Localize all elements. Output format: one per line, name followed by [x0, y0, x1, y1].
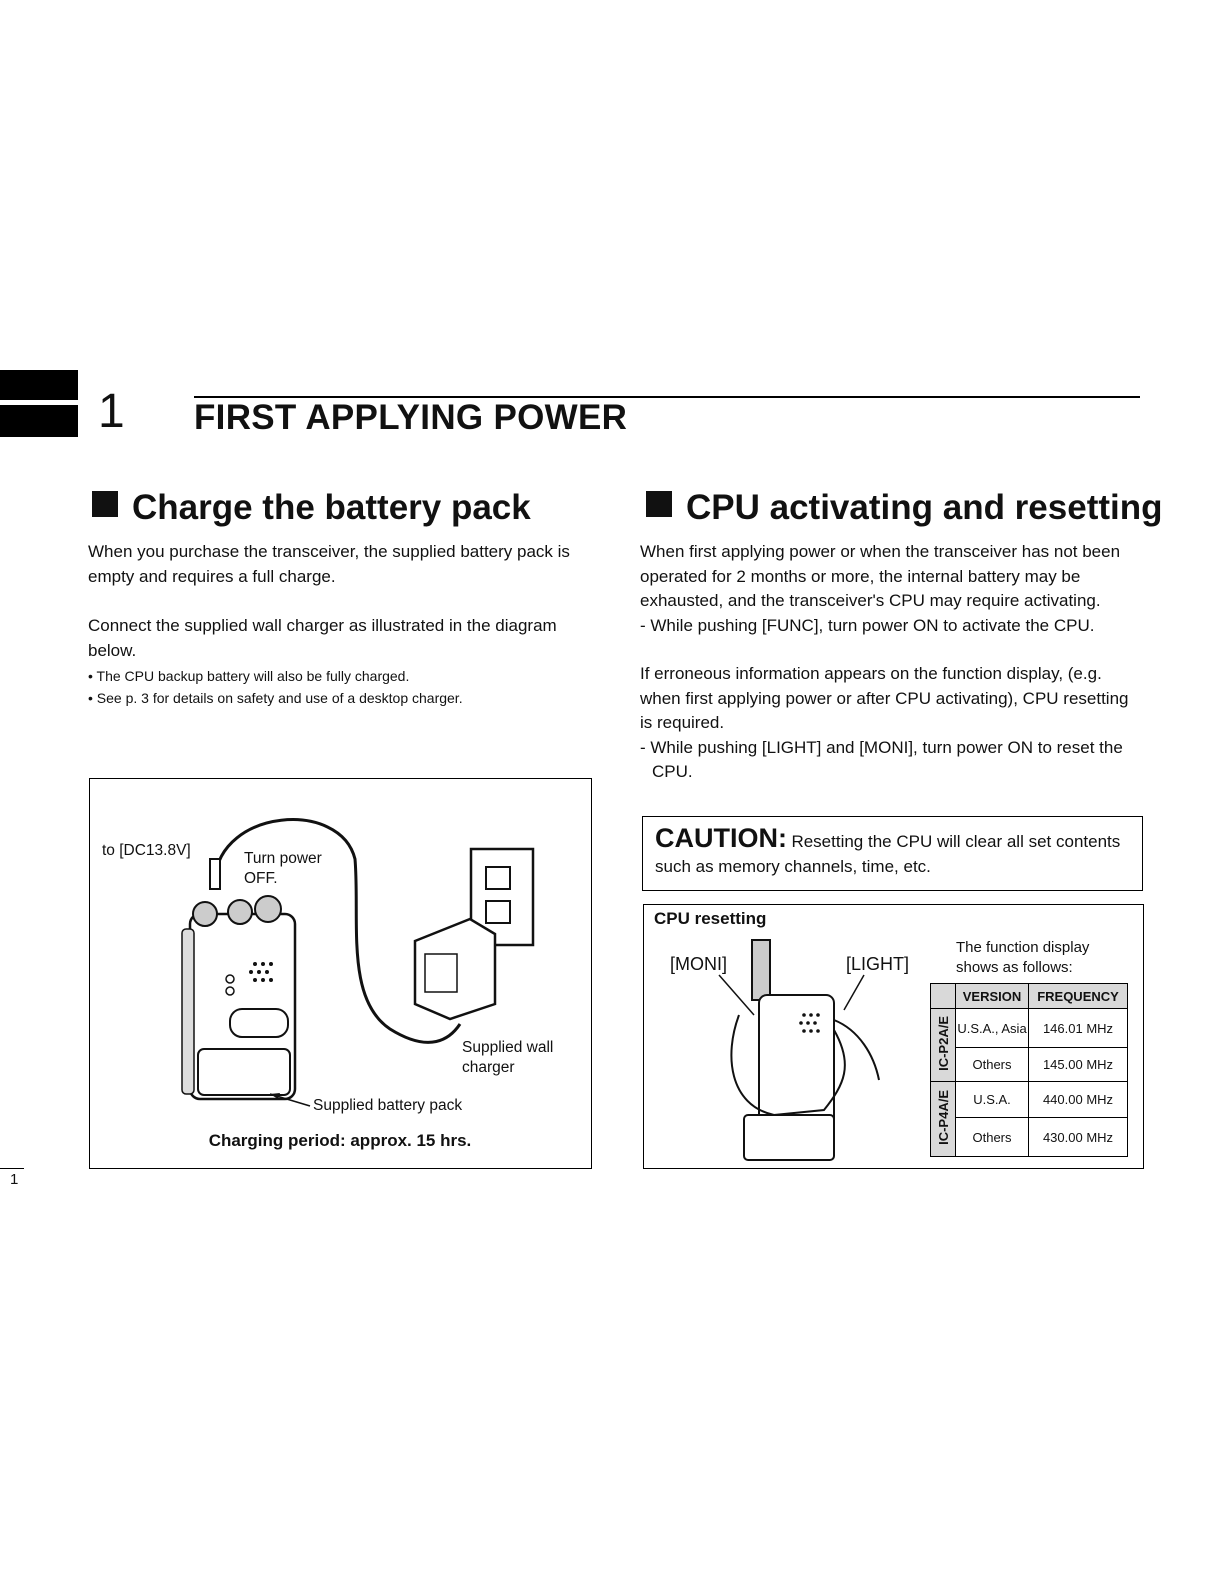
- frequency-table: [930, 983, 1128, 1157]
- table-cell: U.S.A., Asia: [956, 1009, 1029, 1048]
- label-battery: Supplied battery pack: [313, 1097, 463, 1114]
- table-cell: 146.01 MHz: [1029, 1009, 1128, 1048]
- knob-right: [255, 896, 281, 922]
- right-step-2: - While pushing [LIGHT] and [MONI], turn power ON to reset the CPU.: [640, 737, 1123, 781]
- right-text: [640, 540, 1142, 785]
- display-note: The function display shows as follows:: [956, 939, 1090, 976]
- bullet-item: • See p. 3 for details on safety and use of a desktop charger.: [88, 690, 463, 706]
- caution-text: Resetting the CPU will clear all set contents such as memory channels, time, etc.: [655, 832, 1121, 876]
- left-bullets: [88, 665, 590, 709]
- header-version: VERSION: [956, 984, 1029, 1009]
- charging-figure: [89, 778, 592, 1169]
- right-para-1: When first applying power or when the transceiver has not been operated for 2 months or more, the internal battery may be exhausted, and the transceiver's CPU may require activating.: [640, 542, 1121, 610]
- model-label: IC-P4A/E: [935, 1090, 951, 1145]
- caution-box: [642, 816, 1143, 891]
- dc-plug: [210, 859, 220, 889]
- table-cell: U.S.A.: [956, 1082, 1029, 1118]
- left-intro: [88, 540, 590, 589]
- table-cell: 430.00 MHz: [1029, 1118, 1128, 1157]
- cpu-reset-title: CPU resetting: [654, 909, 767, 928]
- page-number: 1: [10, 1171, 19, 1188]
- chapter-title: FIRST APPLYING POWER: [194, 398, 628, 437]
- moni-pointer: [719, 975, 754, 1015]
- right-step-1: - While pushing [FUNC], turn power ON to activate the CPU.: [640, 615, 1095, 635]
- thumb: [834, 1020, 879, 1080]
- section-square-icon: [646, 491, 672, 517]
- button-b: [226, 987, 234, 995]
- model-label: IC-P2A/E: [935, 1016, 951, 1071]
- right-para-2: If erroneous information appears on the function display, (e.g. when first applying power or after CPU activating), CPU resetting is required.: [640, 664, 1129, 732]
- table-row: [931, 1048, 1128, 1082]
- chapter-tab-bottom: [0, 405, 78, 437]
- section-square-icon: [92, 491, 118, 517]
- antenna: [752, 940, 770, 1000]
- label-power: Turn power OFF.: [244, 850, 322, 887]
- outlet-socket-bottom: [486, 901, 510, 923]
- page-number-rule: [0, 1168, 24, 1169]
- left-para-1-text: When you purchase the transceiver, the supplied battery pack is empty and requires a full charge.: [88, 542, 570, 586]
- light-pointer: [844, 975, 864, 1010]
- table-cell: Others: [956, 1048, 1029, 1082]
- label-light: [LIGHT]: [846, 954, 910, 974]
- table-row: [931, 1009, 1128, 1048]
- caution-word: CAUTION:: [655, 823, 787, 853]
- label-charger: Supplied wall charger: [462, 1039, 554, 1076]
- transceiver-side: [182, 929, 194, 1094]
- antenna-connector: [193, 902, 217, 926]
- chapter-number: 1: [98, 385, 125, 438]
- right-section-title: CPU activating and resetting: [646, 488, 1162, 528]
- table-header-row: [931, 984, 1128, 1009]
- table-cell: 145.00 MHz: [1029, 1048, 1128, 1082]
- table-cell: Others: [956, 1118, 1029, 1157]
- figure-caption: Charging period: approx. 15 hrs.: [208, 1131, 472, 1150]
- chapter-tab-top: [0, 370, 78, 400]
- radio-base: [744, 1115, 834, 1160]
- charger-label: [425, 954, 457, 992]
- knob-left: [228, 900, 252, 924]
- header-frequency: FREQUENCY: [1029, 984, 1128, 1009]
- table-row: [931, 1082, 1128, 1118]
- button-a: [226, 975, 234, 983]
- ptt-key: [230, 1009, 288, 1037]
- left-section-title: Charge the battery pack: [92, 488, 531, 528]
- bullet-item: • The CPU backup battery will also be fully charged.: [88, 668, 410, 684]
- left-para-2-text: Connect the supplied wall charger as illustrated in the diagram below.: [88, 616, 557, 660]
- label-moni: [MONI]: [670, 954, 727, 974]
- cpu-reset-illustration: [644, 905, 904, 1167]
- table-row: [931, 1118, 1128, 1157]
- left-connect: [88, 614, 590, 663]
- label-dc: to [DC13.8V]: [102, 842, 191, 859]
- outlet-socket-top: [486, 867, 510, 889]
- battery-pack: [198, 1049, 290, 1095]
- table-cell: 440.00 MHz: [1029, 1082, 1128, 1118]
